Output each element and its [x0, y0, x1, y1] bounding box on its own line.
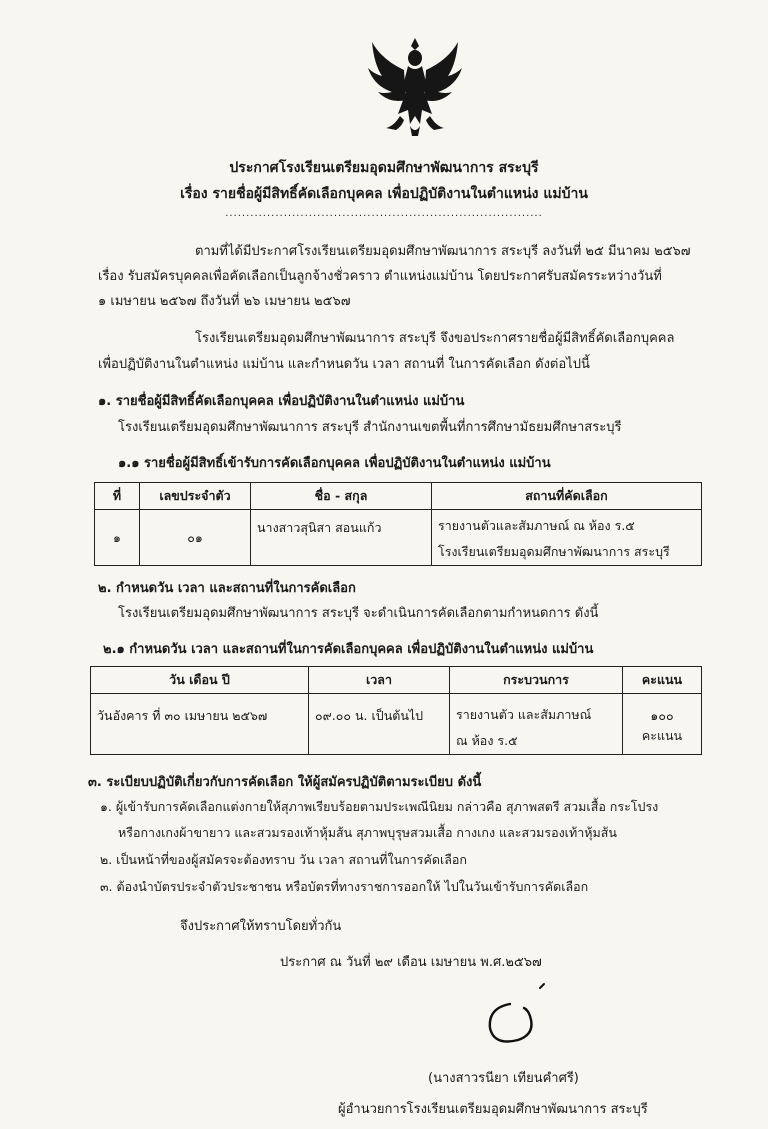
signature-icon — [470, 982, 580, 1052]
section-1-heading: ๑. รายชื่อผู้มีสิทธิ์คัดเลือกบุคคล เพื่อปฏิบัติงานในตำแหน่ง แม่บ้าน — [98, 394, 465, 409]
intro-paragraph-2-line-1: โรงเรียนเตรียมอุดมศึกษาพัฒนาการ สระบุรี จึงขอประกาศรายชื่อผู้มีสิทธิ์คัดเลือกบุคคล — [195, 331, 675, 346]
cell-score: ๑๐๐ คะแนน — [623, 694, 702, 755]
col-header-score: คะแนน — [623, 667, 702, 694]
cell-process-line-2: ณ ห้อง ร.๕ — [456, 733, 518, 748]
intro-paragraph-1-line-3: ๑ เมษายน ๒๕๖๗ ถึงวันที่ ๒๖ เมษายน ๒๕๖๗ — [98, 294, 351, 309]
section-2-1-heading: ๒.๑ กำหนดวัน เวลา และสถานที่ในการคัดเลือกบุคคล เพื่อปฏิบัติงานในตำแหน่ง แม่บ้าน — [103, 642, 594, 657]
cell-no: ๑ — [95, 510, 140, 566]
cell-time: ๐๙.๐๐ น. เป็นต้นไป — [309, 694, 450, 755]
table-row — [91, 694, 702, 755]
cell-place-line-1: รายงานตัวและสัมภาษณ์ ณ ห้อง ร.๕ — [438, 518, 635, 533]
col-header-no: ที่ — [95, 483, 140, 510]
table-row — [95, 510, 702, 566]
header-separator: ............................................................................ — [225, 208, 543, 219]
col-header-name: ชื่อ - สกุล — [251, 483, 432, 510]
col-header-date: วัน เดือน ปี — [91, 667, 309, 694]
section-1-text: โรงเรียนเตรียมอุดมศึกษาพัฒนาการ สระบุรี สำนักงานเขตพื้นที่การศึกษามัธยมศึกษาสระบุรี — [118, 420, 622, 435]
signer-position: ผู้อำนวยการโรงเรียนเตรียมอุดมศึกษาพัฒนาการ สระบุรี — [338, 1102, 648, 1117]
schedule-table — [90, 666, 702, 755]
rule-item-2: ๒. เป็นหน้าที่ของผู้สมัครจะต้องทราบ วัน เวลา สถานที่ในการคัดเลือก — [100, 852, 467, 867]
cell-process-line-1: รายงานตัว และสัมภาษณ์ — [456, 707, 592, 722]
section-3-heading: ๓. ระเบียบปฏิบัติเกี่ยวกับการคัดเลือก ให้ผู้สมัครปฏิบัติตามระเบียบ ดังนี้ — [88, 775, 482, 790]
cell-process — [450, 694, 623, 755]
closing-announce: จึงประกาศให้ทราบโดยทั่วกัน — [180, 919, 342, 934]
intro-paragraph-1-line-2: เรื่อง รับสมัครบุคคลเพื่อคัดเลือกเป็นลูกจ้างชั่วคราว ตำแหน่งแม่บ้าน โดยประกาศรับสมัครระหว่างวันที่ — [98, 269, 662, 284]
cell-name: นางสาวสุนิสา สอนแก้ว — [251, 510, 432, 566]
cell-date: วันอังคาร ที่ ๓๐ เมษายน ๒๕๖๗ — [91, 694, 309, 755]
closing-date-line: ประกาศ ณ วันที่ ๒๙ เดือน เมษายน พ.ศ.๒๕๖๗ — [280, 955, 542, 970]
intro-paragraph-1-line-1: ตามที่ได้มีประกาศโรงเรียนเตรียมอุดมศึกษาพัฒนาการ สระบุรี ลงวันที่ ๒๕ มีนาคม ๒๕๖๗ — [195, 244, 691, 259]
candidate-table — [94, 482, 702, 566]
signer-name: (นางสาวรนียา เทียนคำศรี) — [428, 1071, 579, 1086]
col-header-place: สถานที่คัดเลือก — [432, 483, 702, 510]
col-header-process: กระบวนการ — [450, 667, 623, 694]
col-header-id: เลขประจำตัว — [140, 483, 251, 510]
cell-id: ๐๑ — [140, 510, 251, 566]
intro-paragraph-2-line-2: เพื่อปฏิบัติงานในตำแหน่ง แม่บ้าน และกำหนดวัน เวลา สถานที่ ในการคัดเลือก ดังต่อไปนี้ — [98, 357, 590, 372]
section-1-1-heading: ๑.๑ รายชื่อผู้มีสิทธิ์เข้ารับการคัดเลือกบุคคล เพื่อปฏิบัติงานในตำแหน่ง แม่บ้าน — [118, 456, 551, 471]
announcement-title: ประกาศโรงเรียนเตรียมอุดมศึกษาพัฒนาการ สระบุรี — [229, 160, 539, 176]
announcement-subject: เรื่อง รายชื่อผู้มีสิทธิ์คัดเลือกบุคคล เพื่อปฏิบัติงานในตำแหน่ง แม่บ้าน — [180, 186, 588, 202]
rule-item-1-line-2: หรือกางเกงผ้าขายาว และสวมรองเท้าหุ้มส้น สุภาพบุรุษสวมเสื้อ กางเกง และสวมรองเท้าหุ้มส้น — [118, 825, 617, 840]
rule-item-3: ๓. ต้องนำบัตรประจำตัวประชาชน หรือบัตรที่ทางราชการออกให้ ไปในวันเข้ารับการคัดเลือก — [100, 879, 589, 894]
section-2-heading: ๒. กำหนดวัน เวลา และสถานที่ในการคัดเลือก — [98, 581, 356, 596]
garuda-emblem-icon — [360, 32, 470, 142]
schedule-table-header-row — [91, 667, 702, 694]
col-header-time: เวลา — [309, 667, 450, 694]
cell-place-line-2: โรงเรียนเตรียมอุดมศึกษาพัฒนาการ สระบุรี — [438, 544, 670, 559]
rule-item-1-line-1: ๑. ผู้เข้ารับการคัดเลือกแต่งกายให้สุภาพเรียบร้อยตามประเพณีนิยม กล่าวคือ สุภาพสตรี สวมเสื้อ กระโปรง — [100, 799, 659, 814]
candidate-table-header-row — [95, 483, 702, 510]
section-2-text: โรงเรียนเตรียมอุดมศึกษาพัฒนาการ สระบุรี จะดำเนินการคัดเลือกตามกำหนดการ ดังนี้ — [118, 606, 599, 621]
cell-place — [432, 510, 702, 566]
